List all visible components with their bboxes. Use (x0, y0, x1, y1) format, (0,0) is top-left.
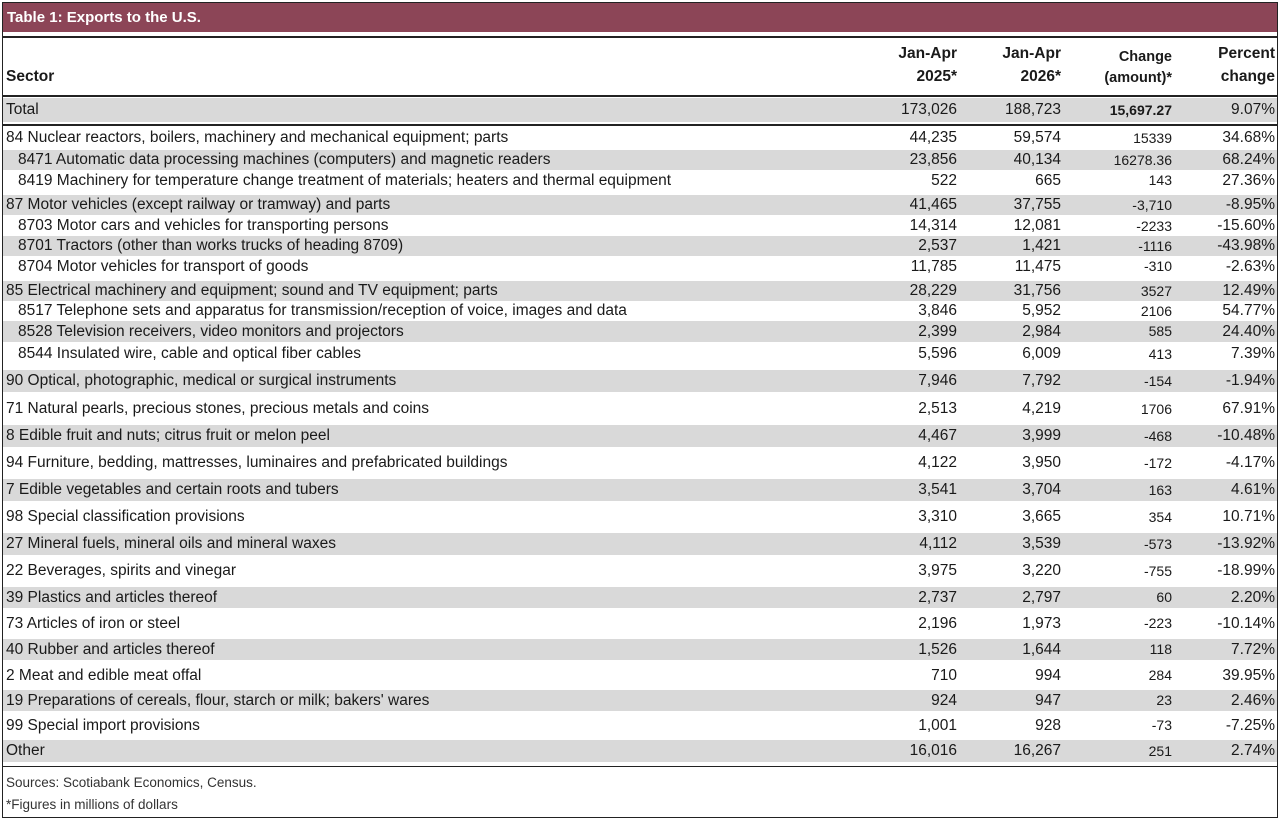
cell-y2025: 1,001 (918, 717, 957, 734)
cell-pct: -13.92% (1217, 535, 1275, 552)
cell-y2026: 11,475 (1014, 258, 1061, 275)
cell-y2025: 2,196 (918, 615, 957, 632)
cell-y2026: 4,219 (1022, 400, 1061, 417)
cell-change: -310 (1143, 258, 1172, 274)
cell-y2026: 7,792 (1022, 372, 1061, 389)
cell-y2026: 1,973 (1022, 615, 1061, 632)
cell-sector: 84 Nuclear reactors, boilers, machinery and mechanical equipment; parts (6, 129, 509, 146)
header-2025-line1: Jan-Apr (898, 45, 957, 62)
cell-change: 3527 (1140, 283, 1172, 299)
table-title: Table 1: Exports to the U.S. (3, 3, 1277, 32)
cell-y2025: 4,122 (918, 454, 957, 471)
cell-change: 23 (1156, 692, 1172, 708)
table-row (3, 343, 1277, 365)
cell-pct: -1.94% (1225, 372, 1275, 389)
cell-y2026: 40,134 (1013, 151, 1061, 168)
cell-y2026: 3,999 (1022, 427, 1061, 444)
cell-change: 354 (1148, 509, 1172, 525)
cell-change: -3,710 (1132, 197, 1172, 213)
cell-change: 413 (1148, 346, 1172, 362)
table-row (3, 128, 1277, 148)
total-2026: 188,723 (1004, 101, 1061, 118)
table-row (3, 281, 1277, 301)
header-2026-line1: Jan-Apr (1002, 45, 1061, 62)
cell-y2026: 1,421 (1022, 237, 1061, 254)
cell-pct: 2.46% (1231, 692, 1275, 709)
cell-pct: 2.74% (1231, 742, 1275, 759)
cell-y2026: 3,950 (1022, 454, 1061, 471)
cell-y2026: 6,009 (1022, 345, 1061, 362)
table-row (3, 216, 1277, 236)
divider (3, 124, 1277, 126)
cell-y2025: 44,235 (909, 129, 957, 146)
cell-sector: 8517 Telephone sets and apparatus for transmission/reception of voice, images and data (18, 302, 627, 319)
cell-change: -2233 (1136, 218, 1172, 234)
cell-change: 284 (1148, 667, 1172, 683)
table-row (3, 452, 1277, 474)
cell-y2026: 37,755 (1013, 196, 1061, 213)
cell-y2025: 23,856 (909, 151, 957, 168)
table-row (3, 506, 1277, 528)
table-row (3, 425, 1277, 447)
exports-table (2, 2, 1278, 818)
cell-y2025: 16,016 (909, 742, 957, 759)
cell-change: -755 (1143, 563, 1172, 579)
cell-pct: -18.99% (1217, 562, 1275, 579)
cell-sector: 87 Motor vehicles (except railway or tramway) and parts (6, 196, 391, 213)
cell-change: 143 (1148, 172, 1172, 188)
cell-change: 2106 (1140, 303, 1172, 319)
table-row (3, 301, 1277, 321)
cell-y2025: 3,846 (918, 302, 957, 319)
cell-y2025: 41,465 (909, 196, 957, 213)
cell-pct: -4.17% (1225, 454, 1275, 471)
cell-sector: Other (6, 742, 45, 759)
header-change-line2: (amount)* (1104, 70, 1172, 86)
cell-sector: 90 Optical, photographic, medical or surgical instruments (6, 372, 397, 389)
cell-y2025: 2,737 (918, 589, 957, 606)
cell-y2026: 5,952 (1022, 302, 1061, 319)
table-row (3, 170, 1277, 191)
cell-change: 15339 (1133, 130, 1172, 146)
divider (3, 36, 1277, 38)
cell-y2025: 2,513 (918, 400, 957, 417)
cell-sector: 8528 Television receivers, video monitors and projectors (18, 323, 404, 340)
cell-y2025: 7,946 (918, 372, 957, 389)
cell-sector: 27 Mineral fuels, mineral oils and mineral waxes (6, 535, 336, 552)
header-2025-line2: 2025* (916, 68, 957, 85)
divider (3, 766, 1277, 767)
cell-pct: 54.77% (1222, 302, 1275, 319)
cell-pct: 39.95% (1222, 667, 1275, 684)
cell-sector: 99 Special import provisions (6, 717, 200, 734)
table-row (3, 740, 1277, 762)
divider (3, 95, 1277, 97)
cell-pct: 67.91% (1222, 400, 1275, 417)
cell-sector: 22 Beverages, spirits and vinegar (6, 562, 237, 579)
cell-y2026: 665 (1035, 172, 1061, 189)
cell-y2025: 4,467 (918, 427, 957, 444)
cell-y2025: 11,785 (910, 258, 957, 275)
cell-y2025: 924 (931, 692, 957, 709)
cell-y2025: 14,314 (909, 217, 957, 234)
cell-y2025: 2,537 (918, 237, 957, 254)
cell-pct: 12.49% (1222, 282, 1275, 299)
cell-y2025: 710 (931, 667, 957, 684)
cell-change: -172 (1143, 455, 1172, 471)
cell-pct: 10.71% (1222, 508, 1275, 525)
cell-pct: -8.95% (1225, 196, 1275, 213)
cell-pct: -7.25% (1225, 717, 1275, 734)
cell-sector: 71 Natural pearls, precious stones, precious metals and coins (6, 400, 430, 417)
cell-change: 585 (1148, 323, 1172, 339)
table-row (3, 613, 1277, 634)
cell-y2026: 3,220 (1022, 562, 1061, 579)
cell-change: -223 (1143, 615, 1172, 631)
cell-y2026: 2,797 (1022, 589, 1061, 606)
table-row (3, 195, 1277, 215)
cell-sector: 8419 Machinery for temperature change treatment of materials; heaters and thermal equipment (18, 172, 672, 189)
cell-y2025: 2,399 (918, 323, 957, 340)
cell-sector: 8704 Motor vehicles for transport of goods (18, 258, 309, 275)
table-row (3, 321, 1277, 342)
table-row (3, 665, 1277, 686)
total-change: 15,697.27 (1109, 102, 1172, 118)
cell-sector: 39 Plastics and articles thereof (6, 589, 218, 606)
cell-y2026: 2,984 (1022, 323, 1061, 340)
cell-pct: 27.36% (1222, 172, 1275, 189)
cell-pct: 34.68% (1222, 129, 1275, 146)
total-sector: Total (6, 101, 39, 118)
table-row (3, 256, 1277, 277)
cell-y2026: 16,267 (1013, 742, 1061, 759)
cell-sector: 40 Rubber and articles thereof (6, 641, 215, 658)
cell-change: 251 (1148, 743, 1172, 759)
cell-y2025: 522 (931, 172, 957, 189)
cell-change: -154 (1143, 373, 1172, 389)
cell-change: 1706 (1140, 401, 1172, 417)
cell-change: 60 (1156, 589, 1172, 605)
cell-pct: -15.60% (1217, 217, 1275, 234)
table-row (3, 236, 1277, 256)
table-row (3, 715, 1277, 736)
cell-change: 118 (1149, 641, 1172, 657)
table-row (3, 398, 1277, 420)
cell-change: -73 (1151, 717, 1172, 733)
table-row (3, 690, 1277, 711)
cell-y2026: 1,644 (1022, 641, 1061, 658)
cell-pct: 4.61% (1231, 481, 1275, 498)
total-2025: 173,026 (900, 101, 957, 118)
cell-sector: 8701 Tractors (other than works trucks of heading 8709) (18, 237, 404, 254)
cell-sector: 2 Meat and edible meat offal (6, 667, 202, 684)
table-row (3, 370, 1277, 392)
total-pct: 9.07% (1231, 101, 1275, 118)
cell-change: -573 (1143, 536, 1172, 552)
cell-y2025: 1,526 (918, 641, 957, 658)
table-row (3, 533, 1277, 555)
cell-sector: 94 Furniture, bedding, mattresses, luminaires and prefabricated buildings (6, 454, 508, 471)
cell-y2026: 928 (1035, 717, 1061, 734)
footnote: *Figures in millions of dollars (6, 797, 178, 812)
cell-pct: 2.20% (1231, 589, 1275, 606)
cell-pct: 24.40% (1222, 323, 1275, 340)
header-pct-line1: Percent (1218, 45, 1275, 62)
cell-y2026: 994 (1035, 667, 1061, 684)
cell-sector: 8471 Automatic data processing machines (computers) and magnetic readers (18, 151, 551, 168)
cell-pct: -10.48% (1217, 427, 1275, 444)
cell-sector: 73 Articles of iron or steel (6, 615, 181, 632)
cell-y2025: 3,975 (918, 562, 957, 579)
sources-note: Sources: Scotiabank Economics, Census. (6, 775, 257, 790)
cell-sector: 8544 Insulated wire, cable and optical fiber cables (18, 345, 361, 362)
cell-pct: 68.24% (1222, 151, 1275, 168)
cell-change: -468 (1143, 428, 1172, 444)
cell-sector: 7 Edible vegetables and certain roots and tubers (6, 481, 339, 498)
cell-sector: 8703 Motor cars and vehicles for transporting persons (18, 217, 389, 234)
header-change-line1: Change (1118, 49, 1172, 65)
header-pct-line2: change (1220, 68, 1275, 85)
cell-y2025: 3,310 (918, 508, 957, 525)
table-row (3, 479, 1277, 501)
cell-y2026: 3,539 (1022, 535, 1061, 552)
table-row (3, 150, 1277, 170)
cell-pct: -10.14% (1217, 615, 1275, 632)
table-row (3, 560, 1277, 582)
cell-pct: -43.98% (1217, 237, 1275, 254)
cell-sector: 19 Preparations of cereals, flour, starch or milk; bakers' wares (6, 692, 430, 709)
table-row (3, 587, 1277, 608)
cell-y2025: 4,112 (919, 535, 957, 552)
cell-y2025: 5,596 (918, 345, 957, 362)
table-row (3, 639, 1277, 660)
cell-y2026: 12,081 (1013, 217, 1061, 234)
cell-y2025: 3,541 (918, 481, 957, 498)
cell-y2026: 3,665 (1022, 508, 1061, 525)
cell-sector: 85 Electrical machinery and equipment; sound and TV equipment; parts (6, 282, 498, 299)
cell-y2026: 59,574 (1013, 129, 1061, 146)
cell-change: -1116 (1138, 238, 1172, 254)
cell-y2026: 947 (1035, 692, 1061, 709)
cell-y2025: 28,229 (909, 282, 957, 299)
cell-sector: 8 Edible fruit and nuts; citrus fruit or melon peel (6, 427, 330, 444)
cell-change: 163 (1148, 482, 1172, 498)
table-row-total (3, 98, 1277, 122)
cell-pct: 7.72% (1231, 641, 1275, 658)
cell-pct: -2.63% (1225, 258, 1275, 275)
cell-sector: 98 Special classification provisions (6, 508, 245, 525)
cell-y2026: 3,704 (1022, 481, 1061, 498)
cell-pct: 7.39% (1231, 345, 1275, 362)
header-2026-line2: 2026* (1020, 68, 1061, 85)
cell-change: 16278.36 (1113, 152, 1172, 168)
header-sector: Sector (6, 68, 55, 85)
cell-y2026: 31,756 (1013, 282, 1061, 299)
